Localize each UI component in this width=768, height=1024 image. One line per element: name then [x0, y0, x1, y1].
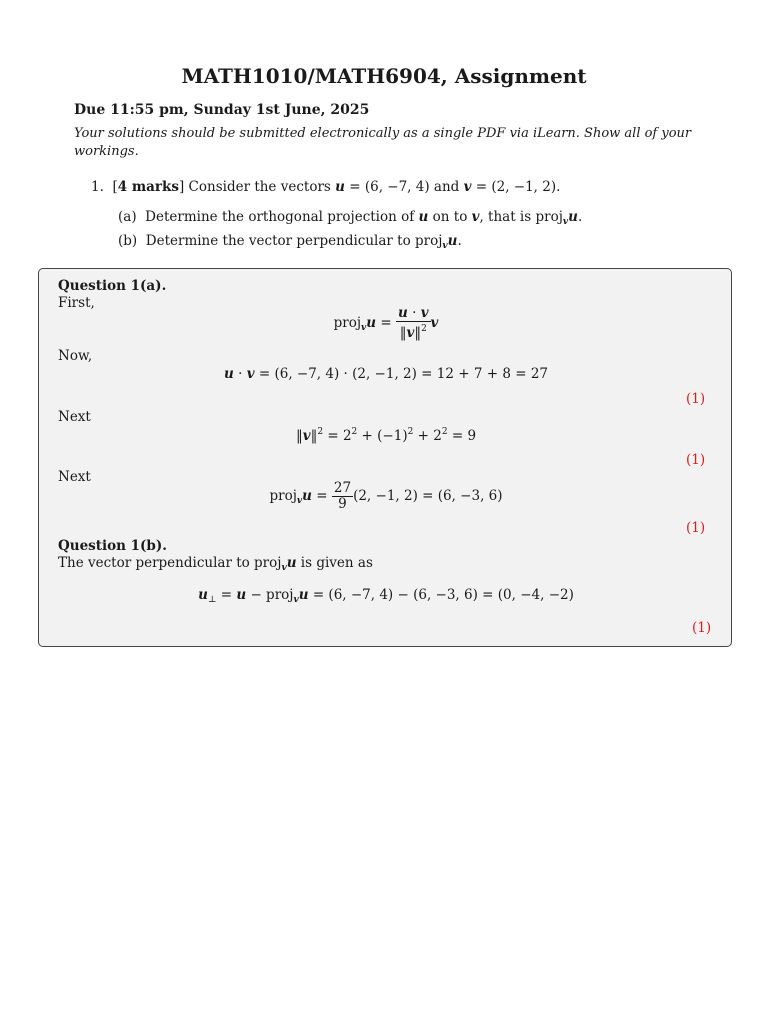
mark-4: (1) — [692, 620, 712, 636]
projection-result: proj$_v$u = $\frac{27}{9}$ (2, −1, 2) = (6, −3, 6) — [269, 480, 503, 512]
solution-1a-heading: Question 1(a). — [58, 278, 167, 294]
mark-2: (1) — [686, 452, 706, 468]
question-1a: (a) Determine the orthogonal projection of u on to v, that is proj$_v$u. — [118, 209, 583, 227]
question-1-stem: 1. [4 marks] Consider the vectors u = (6, −7, 4) and v = (2, −1, 2). — [91, 179, 561, 195]
first-label: First, — [58, 295, 95, 311]
mark-3: (1) — [686, 520, 706, 536]
next-label-1: Next — [58, 409, 91, 425]
page-title: MATH1010/MATH6904, Assignment — [181, 64, 587, 88]
solution-1b-text: The vector perpendicular to proj$_v$u is given as — [58, 555, 373, 573]
next-label-2: Next — [58, 469, 91, 485]
solution-1b-heading: Question 1(b). — [58, 538, 167, 554]
norm-equation: ‖v‖$^2$ = $2^2 + (-1)^2 + 2^2 = 9$ — [295, 427, 477, 444]
question-number: 1. — [91, 179, 104, 195]
mark-1: (1) — [686, 391, 706, 407]
dot-product-equation: u · v = (6, −7, 4) · (2, −1, 2) = 12 + 7 + 8 = 27 — [224, 366, 548, 382]
projection-fraction: $\frac{u \cdot v}{‖v‖^2}$ — [397, 305, 429, 341]
instructions: Your solutions should be submitted electronically as a single PDF via iLearn. Show all of your workings. — [74, 126, 692, 159]
question-1b: (b) Determine the vector perpendicular to proj$_v$u. — [118, 233, 462, 251]
due-date: Due 11:55 pm, Sunday 1st June, 2025 — [74, 102, 370, 118]
projection-coefficient: $\frac{27}{9}$ — [333, 480, 352, 512]
now-label: Now, — [58, 348, 93, 364]
perpendicular-equation: $u_\perp = u$ − proj$_v$u = (6, −7, 4) − (6, −3, 6) = (0, −4, −2) — [198, 587, 574, 605]
projection-formula: proj$_v$u = $\frac{u \cdot v}{‖v‖^2}$ v — [333, 305, 439, 341]
question-marks: [4 marks] — [112, 179, 185, 195]
